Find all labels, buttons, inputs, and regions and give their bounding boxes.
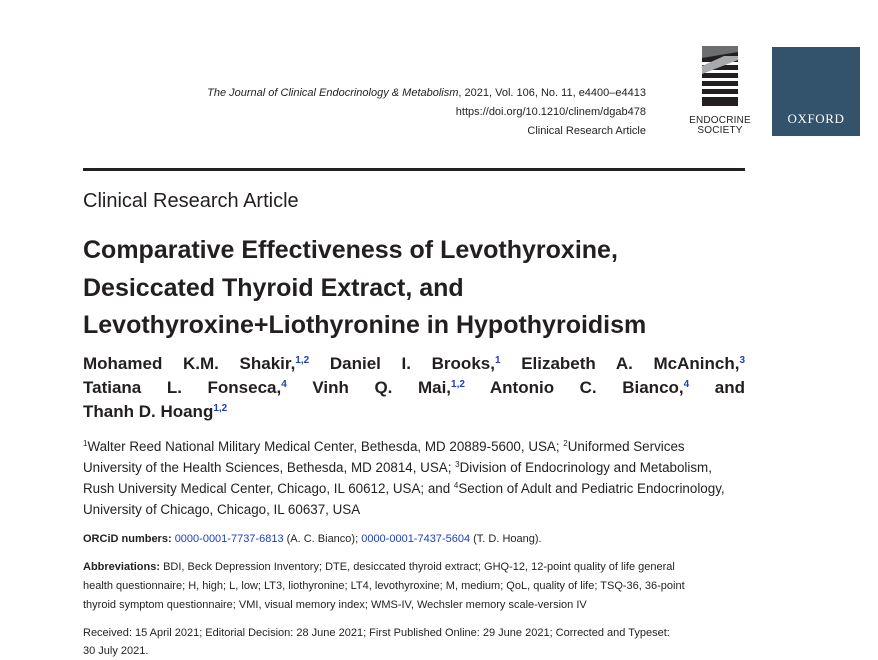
affiliation-text: Section of Adult and Pediatric Endocrinology, — [458, 481, 725, 496]
article-title — [83, 232, 745, 345]
journal-citation — [207, 84, 646, 103]
received-dates-line-1: Received: 15 April 2021; Editorial Decision: 28 June 2021; First Published Online: 29 June 2021; Corrected and Typeset: — [83, 627, 670, 639]
affiliation-line-4: University of Chicago, Chicago, IL 60637, USA — [83, 502, 361, 517]
author-affiliation-link[interactable]: 1,2 — [451, 379, 465, 390]
affiliation-line-1 — [83, 436, 745, 457]
endocrine-society-line2: SOCIETY — [697, 125, 743, 136]
abbreviations-line-3: thyroid symptom questionnaire; VMI, visual memory index; WMS-IV, Wechsler memory scale-version IV — [83, 599, 587, 611]
author-affiliation-link[interactable]: 3 — [739, 355, 746, 366]
author-name: Thanh D. Hoang — [83, 402, 214, 421]
author-name: Tatiana L. Fonseca, — [83, 378, 282, 397]
author-affiliation-link[interactable]: 4 — [281, 379, 287, 390]
doi-link[interactable]: https://doi.org/10.1210/clinem/dgab478 — [455, 106, 646, 118]
affiliation-text: Walter Reed National Military Medical Center, Bethesda, MD 20889-5600, USA; — [87, 439, 564, 454]
author-affiliation-link[interactable]: 4 — [683, 379, 690, 390]
received-dates-line-2: 30 July 2021. — [83, 645, 149, 657]
header-divider — [83, 168, 745, 171]
author-affiliation-link[interactable]: 1 — [494, 355, 501, 366]
oxford-logo-text: OXFORD — [787, 111, 845, 126]
author-name: Vinh Q. Mai, — [312, 378, 452, 397]
author-name: Elizabeth A. McAninch, — [521, 354, 740, 373]
author-name: Mohamed K.M. Shakir, — [83, 354, 296, 373]
affiliation-text: Uniformed Services — [567, 439, 685, 454]
affiliation-marker: 3 — [455, 460, 460, 469]
affiliation-marker: 1 — [83, 439, 88, 448]
orcid-link-hoang[interactable]: 0000-0001-7437-5604 — [361, 533, 471, 545]
title-line-2: Desiccated Thyroid Extract, and — [83, 273, 464, 302]
affiliation-text: Division of Endocrinology and Metabolism, — [459, 460, 712, 475]
orcid-link-bianco[interactable]: 0000-0001-7737-6813 — [174, 533, 284, 545]
affiliation-marker: 4 — [453, 481, 459, 490]
abbreviations-line-2: health questionnaire; H, high; L, low; LT3, liothyronine; LT4, levothyroxine; M, medium; QoL, quality of life; TSQ-36, 36-point — [83, 580, 685, 592]
affiliation-marker: 2 — [563, 439, 568, 448]
header-article-type: Clinical Research Article — [527, 125, 646, 137]
affiliation-text: Rush University Medical Center, Chicago, IL 60612, USA; and — [83, 481, 454, 496]
orcid-numbers — [83, 530, 542, 548]
abbreviations-label: Abbreviations: — [83, 561, 161, 573]
authors-line-3 — [83, 400, 745, 424]
journal-details: , 2021, Vol. 106, No. 11, e4400–e4413 — [458, 87, 646, 99]
author-affiliation-link[interactable]: 1,2 — [295, 355, 310, 366]
orcid-label: ORCiD numbers: — [83, 533, 172, 545]
journal-name: The Journal of Clinical Endocrinology & Metabolism — [207, 87, 459, 99]
author-name: Antonio C. Bianco, — [489, 378, 684, 397]
title-line-3: Levothyroxine+Liothyronine in Hypothyroidism — [83, 311, 647, 339]
orcid-name: (A. C. Bianco); — [283, 533, 362, 545]
affiliation-line-3 — [83, 478, 745, 499]
affiliation-text: University of the Health Sciences, Bethesda, MD 20814, USA; — [83, 460, 456, 475]
abbreviations-text: BDI, Beck Depression Inventory; DTE, desiccated thyroid extract; GHQ-12, 12-point quality of life general — [160, 561, 675, 573]
affiliation-line-2 — [83, 457, 745, 478]
title-line-1: Comparative Effectiveness of Levothyroxine, — [83, 236, 618, 264]
section-label: Clinical Research Article — [83, 190, 299, 212]
oxford-logo[interactable] — [772, 47, 860, 136]
orcid-name: (T. D. Hoang). — [470, 533, 542, 545]
author-name: Daniel I. Brooks, — [329, 354, 495, 373]
authors-line-2 — [83, 376, 745, 400]
endocrine-society-line1: ENDOCRINE — [689, 115, 751, 126]
and-word: and — [714, 378, 746, 397]
abbreviations-line-1 — [83, 558, 745, 577]
authors-line-1 — [83, 352, 745, 376]
author-affiliation-link[interactable]: 1,2 — [213, 403, 228, 414]
